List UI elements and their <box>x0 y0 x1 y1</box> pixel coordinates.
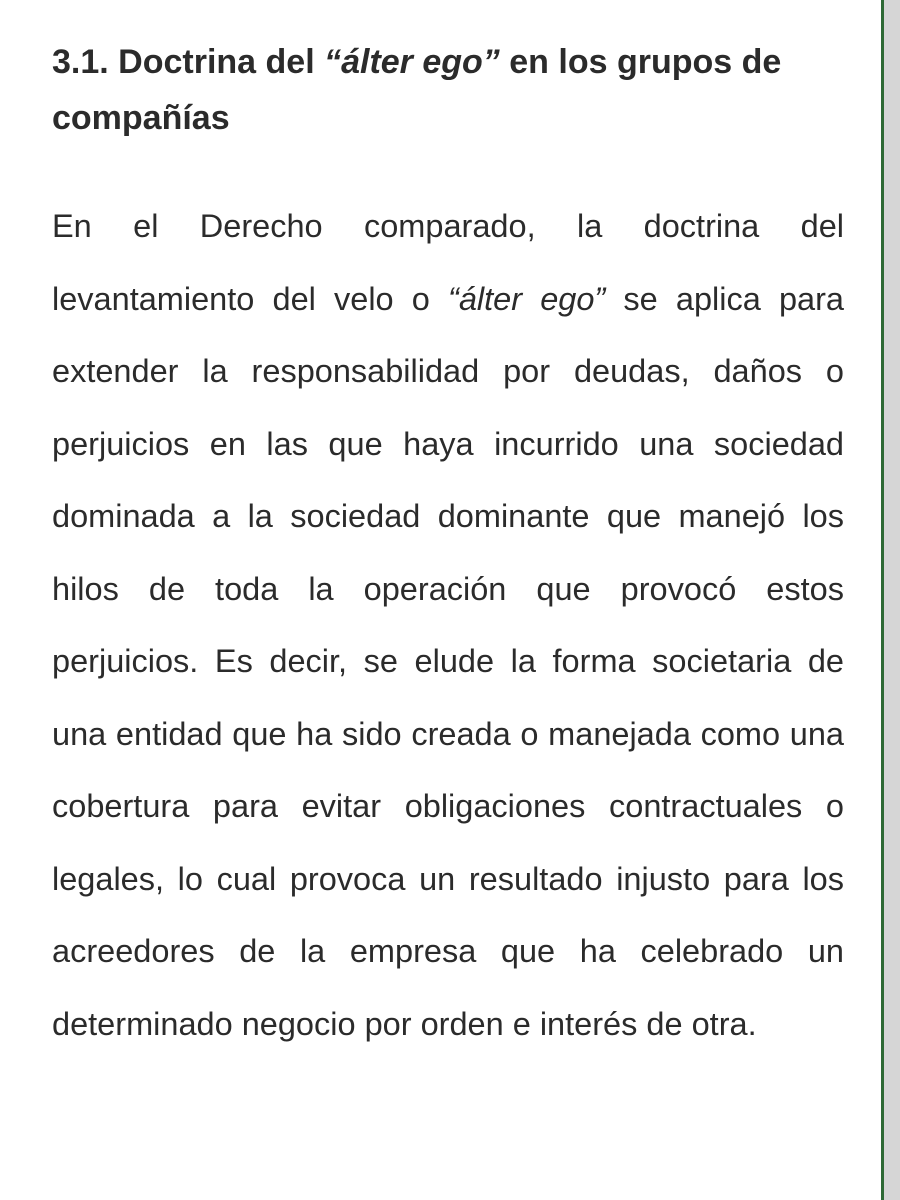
heading-italic-term: “álter ego” <box>324 43 500 81</box>
heading-text-end: en los grupos de compañías <box>52 43 782 137</box>
heading-text-start: 3.1. Doctrina del <box>52 43 325 81</box>
paragraph-text-end: se aplica para extender la responsabilidad por deudas, daños o perjuicios en las que haya incurrido una sociedad dominada a la sociedad dominante que manejó los hilos de toda la operación que provocó estos perjuicios. Es decir, se elude la forma societaria de una entidad que ha sido creada o manejada como una cobertura para evitar obligaciones contractuales o legales, lo cual provoca un resultado injusto para los acreedores de la empresa que ha celebrado un determinado negocio por orden e interés de otra. <box>52 280 844 1042</box>
paragraph-text-start: En el Derecho comparado, la doctrina del levantamiento del velo o <box>52 208 844 317</box>
section-heading <box>52 34 844 146</box>
paragraph-italic-term: “álter ego” <box>448 280 606 317</box>
article-content <box>52 34 844 1060</box>
page-scroll-edge <box>884 0 900 1200</box>
body-paragraph <box>52 190 844 1060</box>
